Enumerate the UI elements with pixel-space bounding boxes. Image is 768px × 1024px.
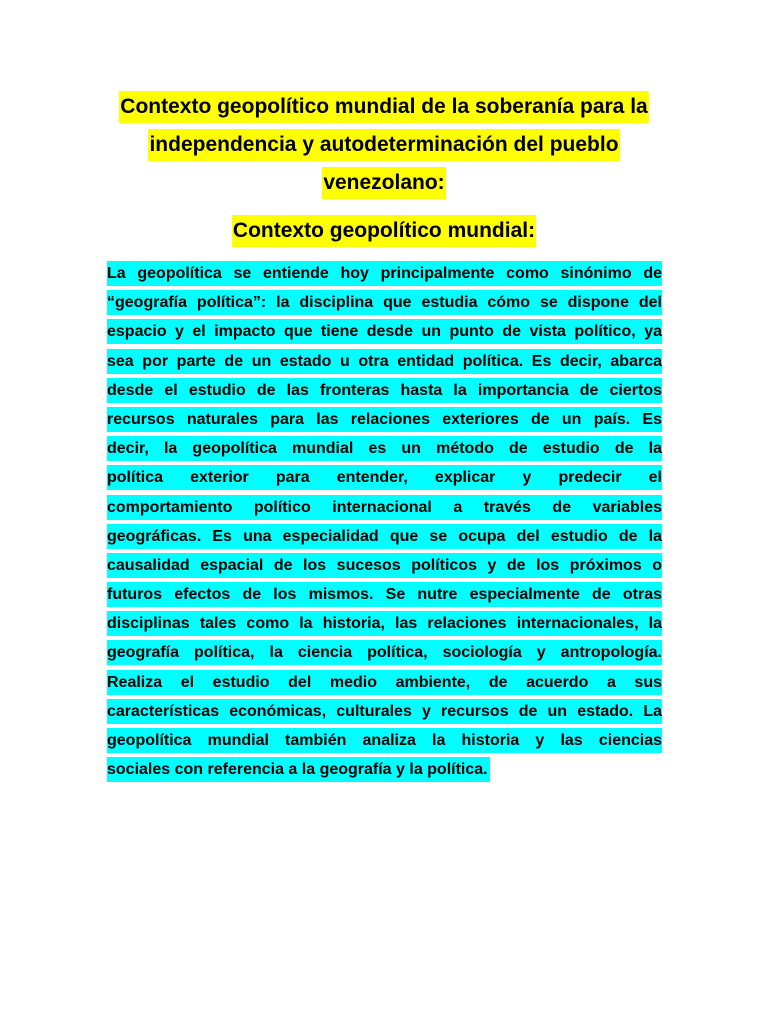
body-row xyxy=(107,319,662,348)
body-row xyxy=(107,582,662,611)
title-line-3 xyxy=(0,167,768,199)
body-row xyxy=(107,524,662,553)
body-line: espacio y el impacto que tiene desde un punto de vista político, ya xyxy=(107,319,662,344)
body-line: futuros efectos de los mismos. Se nutre especialmente de otras xyxy=(107,582,662,607)
body-line: política exterior para entender, explicar y predecir el xyxy=(107,465,662,490)
body-line: geografía política, la ciencia política, sociología y antropología. xyxy=(107,640,662,665)
body-line: características económicas, culturales y recursos de un estado. La xyxy=(107,699,662,724)
body-row xyxy=(107,728,662,757)
subtitle-text: Contexto geopolítico mundial: xyxy=(232,215,536,247)
body-row xyxy=(107,407,662,436)
body-line: geopolítica mundial también analiza la historia y las ciencias xyxy=(107,728,662,753)
title-line-2 xyxy=(0,129,768,161)
body-line: disciplinas tales como la historia, las relaciones internacionales, la xyxy=(107,611,662,636)
body-row xyxy=(107,757,662,786)
body-line: comportamiento político internacional a través de variables xyxy=(107,495,662,520)
body-row xyxy=(107,261,662,290)
body-line: “geografía política”: la disciplina que estudia cómo se dispone del xyxy=(107,290,662,315)
subtitle xyxy=(0,215,768,247)
body-row xyxy=(107,611,662,640)
body-line-last: sociales con referencia a la geografía y la política. xyxy=(107,757,490,782)
body-row xyxy=(107,349,662,378)
body-row xyxy=(107,495,662,524)
body-line: geográficas. Es una especialidad que se ocupa del estudio de la xyxy=(107,524,662,549)
body-line: sea por parte de un estado u otra entidad política. Es decir, abarca xyxy=(107,349,662,374)
title-line-1 xyxy=(0,91,768,123)
body-row xyxy=(107,699,662,728)
body-line: Realiza el estudio del medio ambiente, de acuerdo a sus xyxy=(107,670,662,695)
title-text: independencia y autodeterminación del pueblo xyxy=(148,129,619,161)
body-row xyxy=(107,378,662,407)
body-line: recursos naturales para las relaciones exteriores de un país. Es xyxy=(107,407,662,432)
body-row xyxy=(107,640,662,669)
body-line: La geopolítica se entiende hoy principalmente como sinónimo de xyxy=(107,261,662,286)
body-row xyxy=(107,670,662,699)
title-text: Contexto geopolítico mundial de la soberanía para la xyxy=(119,91,648,123)
body-line: causalidad espacial de los sucesos políticos y de los próximos o xyxy=(107,553,662,578)
body-row xyxy=(107,436,662,465)
body-row xyxy=(107,465,662,494)
body-line: decir, la geopolítica mundial es un método de estudio de la xyxy=(107,436,662,461)
body-row xyxy=(107,290,662,319)
body-paragraph xyxy=(107,261,662,786)
body-line: desde el estudio de las fronteras hasta la importancia de ciertos xyxy=(107,378,662,403)
body-row xyxy=(107,553,662,582)
title-text: venezolano: xyxy=(322,167,445,199)
